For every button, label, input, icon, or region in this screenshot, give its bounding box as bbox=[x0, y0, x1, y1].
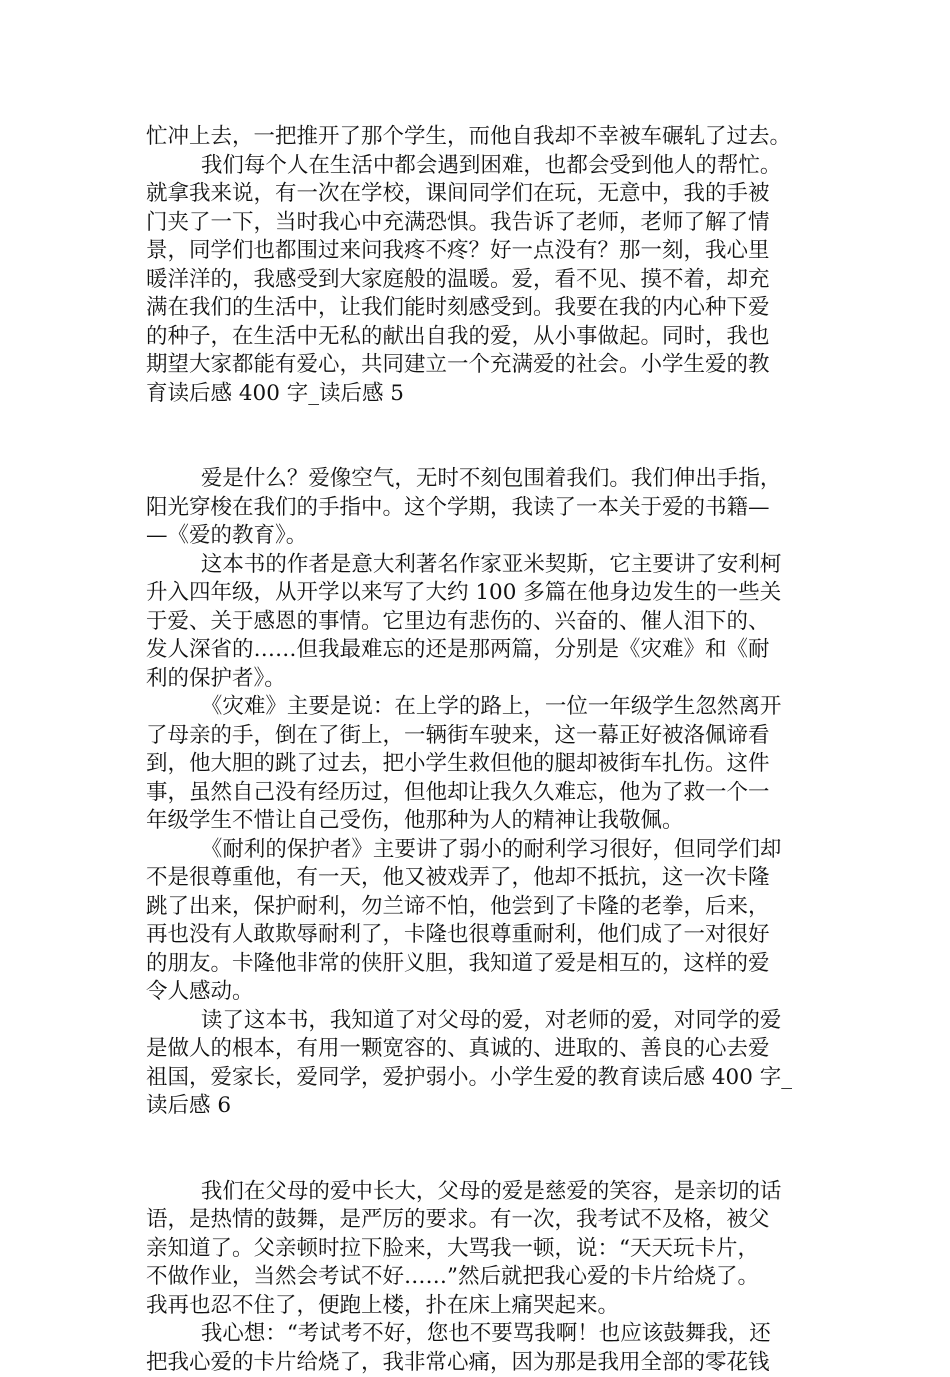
paragraph-9: 我心想：“考试考不好，您也不要骂我啊！也应该鼓舞我，还 把我心爱的卡片给烧了，我非常心痛，因为那是我用全部的零花钱 bbox=[146, 1321, 771, 1375]
paragraph-2: 我们每个人在生活中都会遇到困难，也都会受到他人的帮忙。 就拿我来说，有一次在学校，课间同学们在玩，无意中，我的手被 门夹了一下，当时我心中充满恐惧。我告诉了老师，老师了解了情 景，同学们也都围过来问我疼不疼？好一点没有？那一刻，我心里 暖洋洋的，我感受到大家庭般的温暖。爱，看不见、摸不着，却充 满在我们的生活中，让我们能时刻感受到。我要在我的内心种下爱 的种子，在生活中无私的献出自我的爱，从小事做起。同时，我也 期望大家都能有爱心，共同建立一个充满爱的社会。小学生爱的教 育读后感 400 字_读后感 5 bbox=[146, 152, 782, 406]
paragraph-gap bbox=[146, 1121, 806, 1178]
paragraph-5: 《灾难》主要是说：在上学的路上，一位一年级学生忽然离开 了母亲的手，倒在了街上，一辆街车驶来，这一幕正好被洛佩谛看 到，他大胆的跳了过去，把小学生救但他的腿却被街车扎伤。这件 事，虽然自己没有经历过，但他却让我久久难忘，他为了救一个一 年级学生不惜让自己受伤，他那种为人的精神让我敬佩。 bbox=[146, 694, 782, 833]
paragraph-gap bbox=[146, 408, 806, 465]
paragraph-3: 爱是什么？爱像空气，无时不刻包围着我们。我们伸出手指， 阳光穿梭在我们的手指中。这个学期，我读了一本关于爱的书籍— —《爱的教育》。 bbox=[146, 466, 782, 548]
paragraph-4: 这本书的作者是意大利著名作家亚米契斯，它主要讲了安利柯 升入四年级，从开学以来写了大约 100 多篇在他身边发生的一些关 于爱、关于感恩的事情。它里边有悲伤的、兴奋的、催人泪下的、 发人深省的……但我最难忘的还是那两篇，分别是《灾难》和《耐 利的保护者》。 bbox=[146, 551, 782, 691]
paragraph-6: 《耐利的保护者》主要讲了弱小的耐利学习很好，但同学们却 不是很尊重他，有一天，他又被戏弄了，他却不抵抗，这一次卡隆 跳了出来，保护耐利，勿兰谛不怕，他尝到了卡隆的老拳，后来， 再也没有人敢欺辱耐利了，卡隆也很尊重耐利，他们成了一对很好 的朋友。卡隆他非常的侠肝义胆，我知道了爱是相互的，这样的爱 令人感动。 bbox=[146, 836, 782, 1004]
paragraph-7: 读了这本书，我知道了对父母的爱，对老师的爱，对同学的爱 是做人的根本，有用一颗宽容的、真诚的、进取的、善良的心去爱 祖国，爱家长，爱同学，爱护弱小。小学生爱的教育读后感 400 字_ 读后感 6 bbox=[146, 1007, 792, 1118]
document-page bbox=[146, 123, 806, 1377]
paragraph-1: 忙冲上去，一把推开了那个学生，而他自我却不幸被车碾轧了过去。 bbox=[146, 124, 792, 149]
paragraph-8: 我们在父母的爱中长大，父母的爱是慈爱的笑容，是亲切的话 语，是热情的鼓舞，是严厉的要求。有一次，我考试不及格，被父 亲知道了。父亲顿时拉下脸来，大骂我一顿，说：“天天玩卡片， 不做作业，当然会考试不好……”然后就把我心爱的卡片给烧了。 我再也忍不住了，便跑上楼，扑在床上痛哭起来。 bbox=[146, 1178, 782, 1318]
